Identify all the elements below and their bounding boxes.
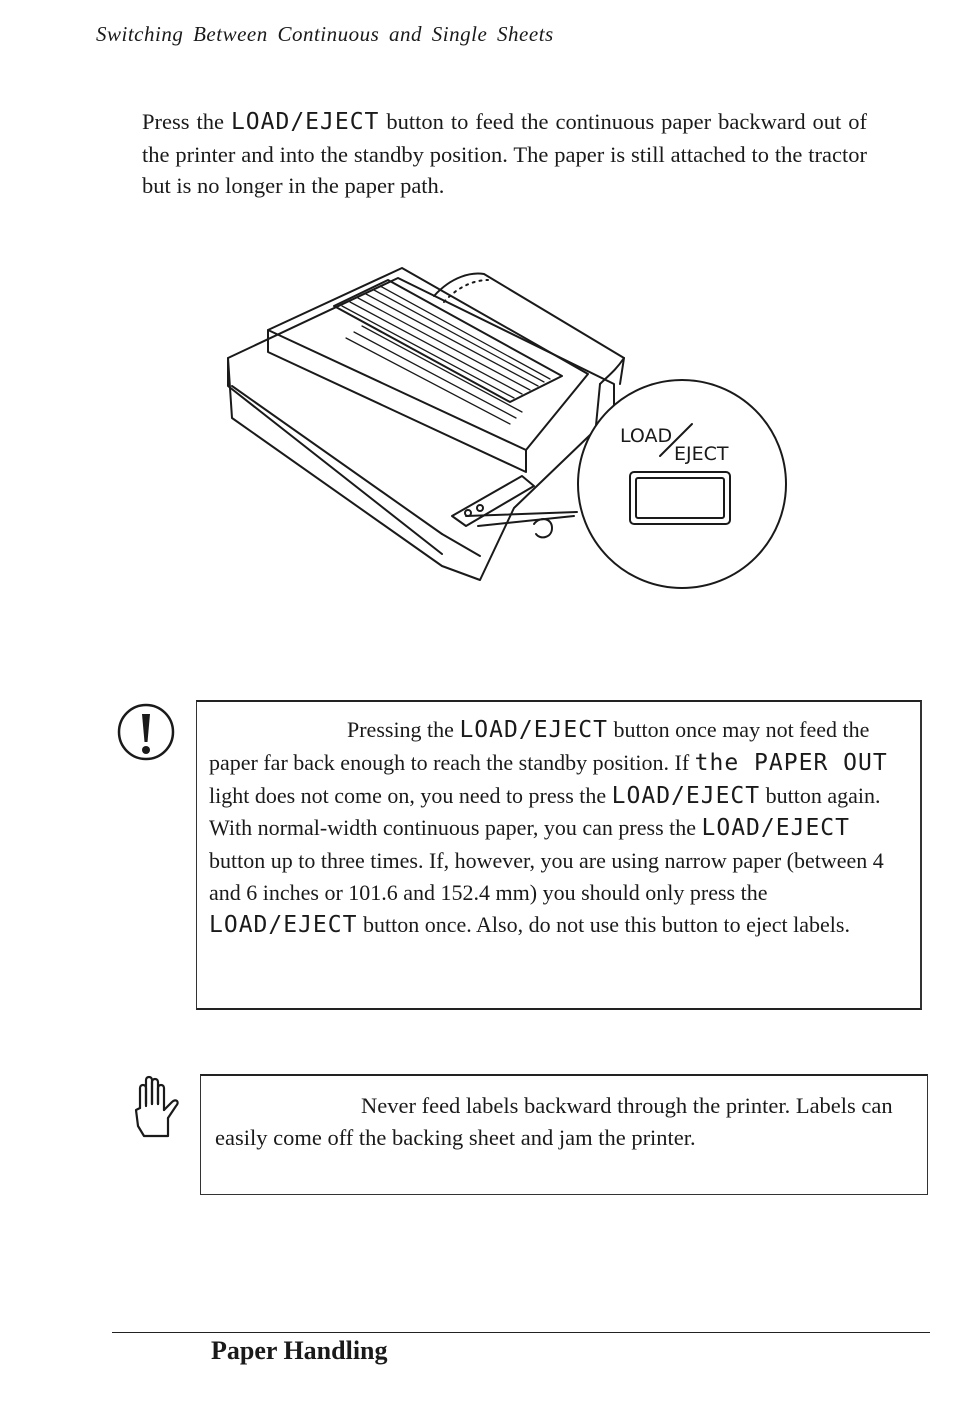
note-paper-out: the PAPER OUT: [694, 749, 888, 776]
note-load-eject-1: LOAD/EJECT: [459, 717, 608, 743]
footer-section-title: Paper Handling: [211, 1336, 388, 1365]
note-text-6: button once. Also, do not use this button to eject labels.: [362, 911, 850, 937]
intro-text-2: button to feed the continuous paper backward out of the printer and into the standby position. The paper is still attached to the tractor but is no longer in the paper path.: [142, 109, 867, 198]
note-load-eject-4: LOAD/EJECT: [209, 911, 358, 938]
note-text-3: light does not come on, you need to press the: [209, 782, 607, 808]
caution-box: [200, 1074, 928, 1195]
intro-paragraph: [142, 106, 867, 202]
caution-text-body: Never feed labels backward through the printer. Labels can easily come off the backing sheet and jam the printer.: [215, 1093, 893, 1150]
panel-label-load: LOAD: [620, 425, 673, 447]
note-text-5: button up to three times. If, however, you are using narrow paper (between 4 and 6 inches or 101.6 and 152.4 mm) you should only press the: [209, 848, 884, 905]
printer-illustration: [222, 266, 792, 598]
footer-rule: [112, 1332, 930, 1333]
note-text-2: button once may not feed the paper far back enough to reach the standby position. If: [209, 717, 870, 775]
raised-hand-icon: [128, 1074, 192, 1146]
note-load-eject-3: LOAD/EJECT: [701, 815, 850, 842]
panel-label-eject: EJECT: [674, 443, 729, 465]
caution-text: [215, 1090, 897, 1154]
intro-text-1: Press the: [142, 109, 224, 134]
note-text: [209, 714, 904, 942]
note-text-1: Pressing the: [347, 717, 454, 742]
note-load-eject-2: LOAD/EJECT: [611, 782, 761, 809]
note-box: [196, 700, 922, 1010]
load-eject-button-name: LOAD/EJECT: [230, 109, 380, 135]
note-text-4: button again. With normal-width continuous paper, you can press the: [209, 782, 881, 841]
running-header: Switching Between Continuous and Single Sheets: [96, 22, 554, 46]
exclamation-circle-icon: [116, 702, 176, 762]
